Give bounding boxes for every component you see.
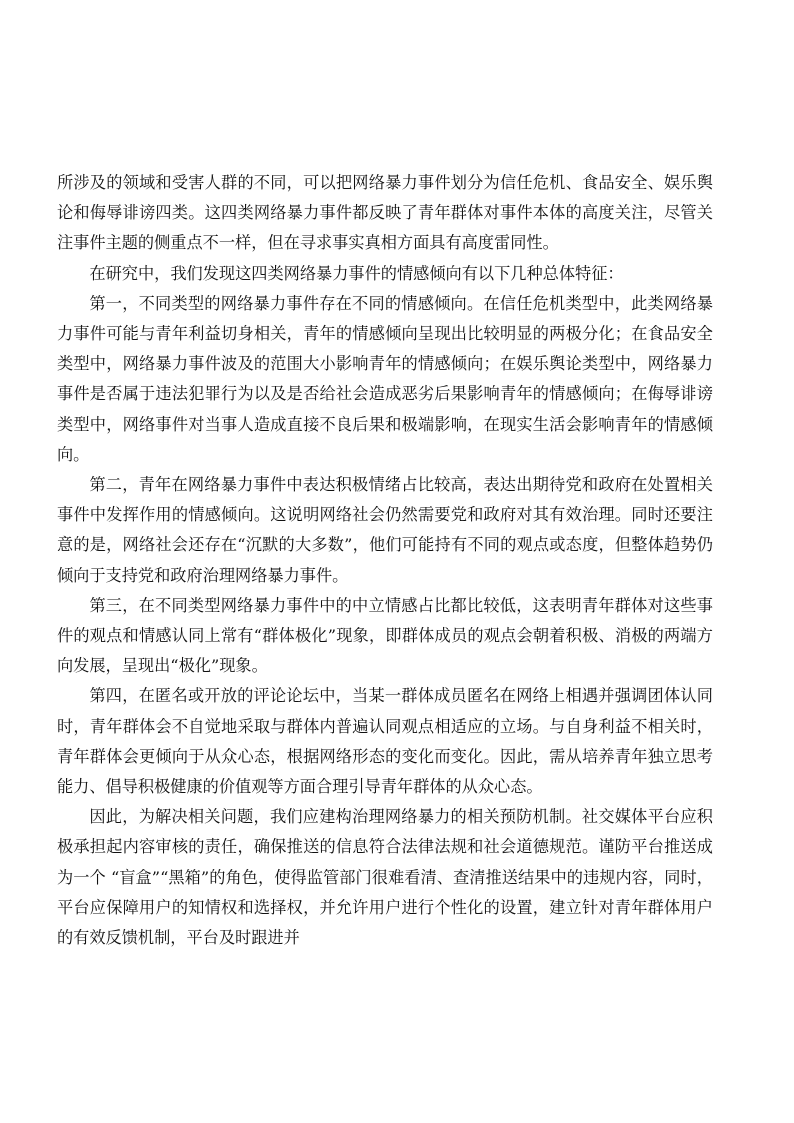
paragraph-3: 第一，不同类型的网络暴力事件存在不同的情感倾向。在信任危机类型中，此类网络暴力事件可能与青年利益切身相关，青年的情感倾向呈现出比较明显的两极分化；在食品安全类型中，网络暴力事件波及的范围大小影响青年的情感倾向；在娱乐舆论类型中，网络暴力事件是否属于违法犯罪行为以及是否给社会造成恶劣后果影响青年的情感倾向；在侮辱诽谤类型中，网络事件对当事人造成直接不良后果和极端影响，在现实生活会影响青年的情感倾向。: [57, 293, 713, 464]
paragraph-2: 在研究中，我们发现这四类网络暴力事件的情感倾向有以下几种总体特征：: [89, 263, 624, 283]
paragraph-4: 第二，青年在网络暴力事件中表达积极情绪占比较高，表达出期待党和政府在处置相关事件中发挥作用的情感倾向。这说明网络社会仍然需要党和政府对其有效治理。同时还要注意的是，网络社会还存在“沉默的大多数”，他们可能持有不同的观点或态度，但整体趋势仍倾向于支持党和政府治理网络暴力事件。: [57, 475, 713, 585]
paragraph-6: 第四，在匿名或开放的评论论坛中，当某一群体成员匿名在网络上相遇并强调团体认同时，青年群体会不自觉地采取与群体内普遍认同观点相适应的立场。与自身利益不相关时，青年群体会更倾向于从众心态，根据网络形态的变化而变化。因此，需从培养青年独立思考能力、倡导积极健康的价值观等方面合理引导青年群体的从众心态。: [57, 686, 713, 797]
document-page: [57, 168, 713, 953]
paragraph-1: 所涉及的领域和受害人群的不同，可以把网络暴力事件划分为信任危机、食品安全、娱乐舆论和侮辱诽谤四类。这四类网络暴力事件都反映了青年群体对事件本体的高度关注，尽管关注事件主题的侧重点不一样，但在寻求事实真相方面具有高度雷同性。: [57, 173, 713, 253]
paragraph-5: 第三，在不同类型网络暴力事件中的中立情感占比都比较低，这表明青年群体对这些事件的观点和情感认同上常有“群体极化”现象，即群体成员的观点会朝着积极、消极的两端方向发展，呈现出“极化”现象。: [57, 595, 713, 676]
paragraph-7: 因此，为解决相关问题，我们应建构治理网络暴力的相关预防机制。社交媒体平台应积极承担起内容审核的责任，确保推送的信息符合法律法规和社会道德规范。谨防平台推送成为一个 “盲盒”“黑箱”的角色，使得监管部门很难看清、查清推送结果中的违规内容，同时，平台应保障用户的知情权和选择权，并允许用户进行个性化的设置，建立针对青年群体用户的有效反馈机制，平台及时跟进并: [57, 807, 713, 948]
